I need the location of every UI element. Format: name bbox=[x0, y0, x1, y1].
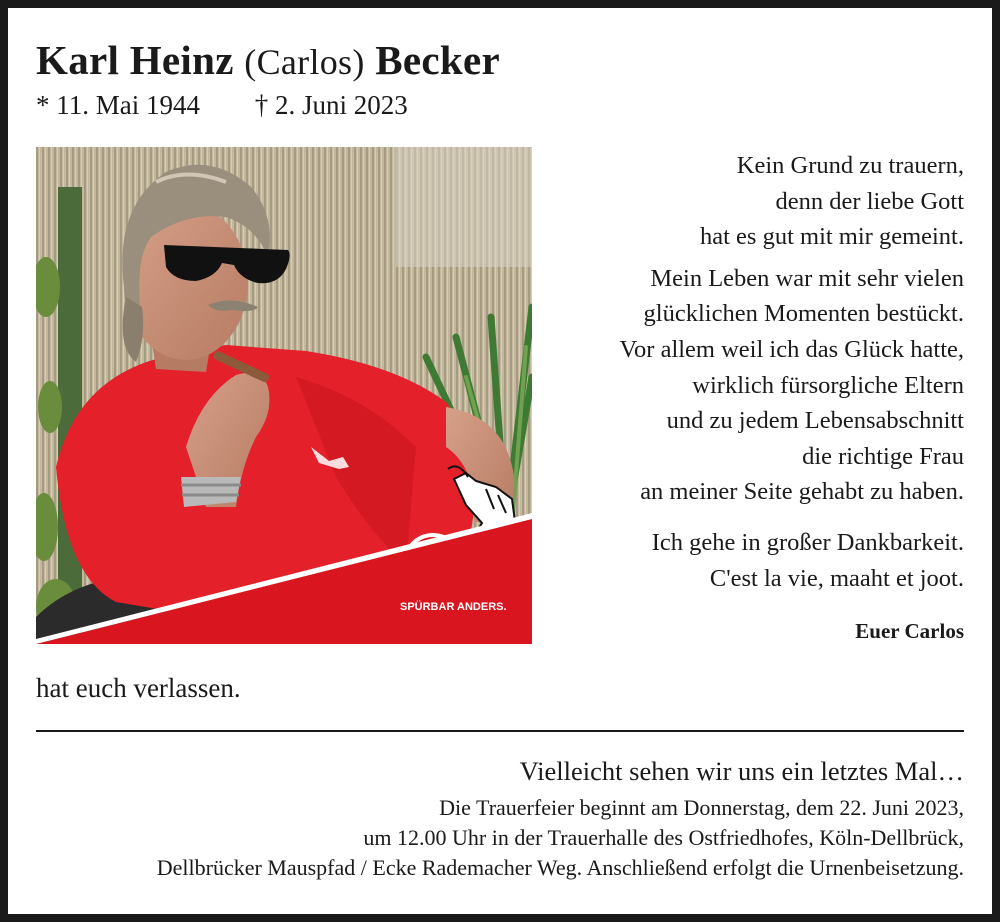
poem-line: wirklich fürsorgliche Eltern bbox=[692, 371, 964, 399]
banner-slogan: SPÜRBAR ANDERS. bbox=[400, 601, 507, 613]
first-names: Karl Heinz bbox=[36, 37, 234, 83]
poem-line: Ich gehe in großer Dankbarkeit. bbox=[651, 528, 964, 556]
nickname: (Carlos) bbox=[244, 42, 365, 82]
ceremony-line: Die Trauerfeier beginnt am Donnerstag, dem 22. Juni 2023, bbox=[439, 795, 964, 820]
poem-line: Kein Grund zu trauern, bbox=[736, 152, 964, 179]
divider bbox=[36, 730, 964, 732]
poem-line: die richtige Frau bbox=[802, 442, 964, 470]
footer-lead: Vielleicht sehen wir uns ein letztes Mal… bbox=[519, 756, 964, 786]
life-dates bbox=[36, 90, 408, 121]
ceremony-details bbox=[157, 793, 964, 883]
poem-line: an meiner Seite gehabt zu haben. bbox=[640, 478, 964, 506]
poem-line: Mein Leben war mit sehr vielen bbox=[650, 264, 964, 292]
poem-stanza-1 bbox=[524, 148, 964, 255]
departure-text: hat euch verlassen. bbox=[36, 673, 241, 703]
deceased-name bbox=[36, 36, 500, 84]
last-name: Becker bbox=[375, 37, 500, 83]
poem-line: Vor allem weil ich das Glück hatte, bbox=[619, 335, 964, 363]
poem-line: und zu jedem Lebensabschnitt bbox=[666, 407, 964, 435]
ceremony-line: Dellbrücker Mauspfad / Ecke Rademacher Weg. Anschließend erfolgt die Urnenbeisetzung. bbox=[156, 855, 964, 880]
poem-line: C'est la vie, maaht et joot. bbox=[709, 564, 964, 592]
poem-line: glücklichen Momenten bestückt. bbox=[643, 300, 964, 328]
poem-line: hat es gut mit mir gemeint. bbox=[699, 223, 964, 251]
poem-stanza-3 bbox=[524, 525, 964, 596]
ceremony-line: um 12.00 Uhr in der Trauerhalle des Ostfriedhofes, Köln-Dellbrück, bbox=[363, 825, 964, 850]
funeral-info bbox=[157, 750, 964, 883]
portrait-photo bbox=[36, 147, 532, 644]
poem-stanza-2 bbox=[524, 261, 964, 510]
poem-line: denn der liebe Gott bbox=[775, 187, 964, 215]
signature: Euer Carlos bbox=[855, 619, 964, 644]
birth-date: * 11. Mai 1944 bbox=[36, 90, 200, 120]
death-date: † 2. Juni 2023 bbox=[254, 90, 408, 120]
poem bbox=[524, 148, 964, 650]
